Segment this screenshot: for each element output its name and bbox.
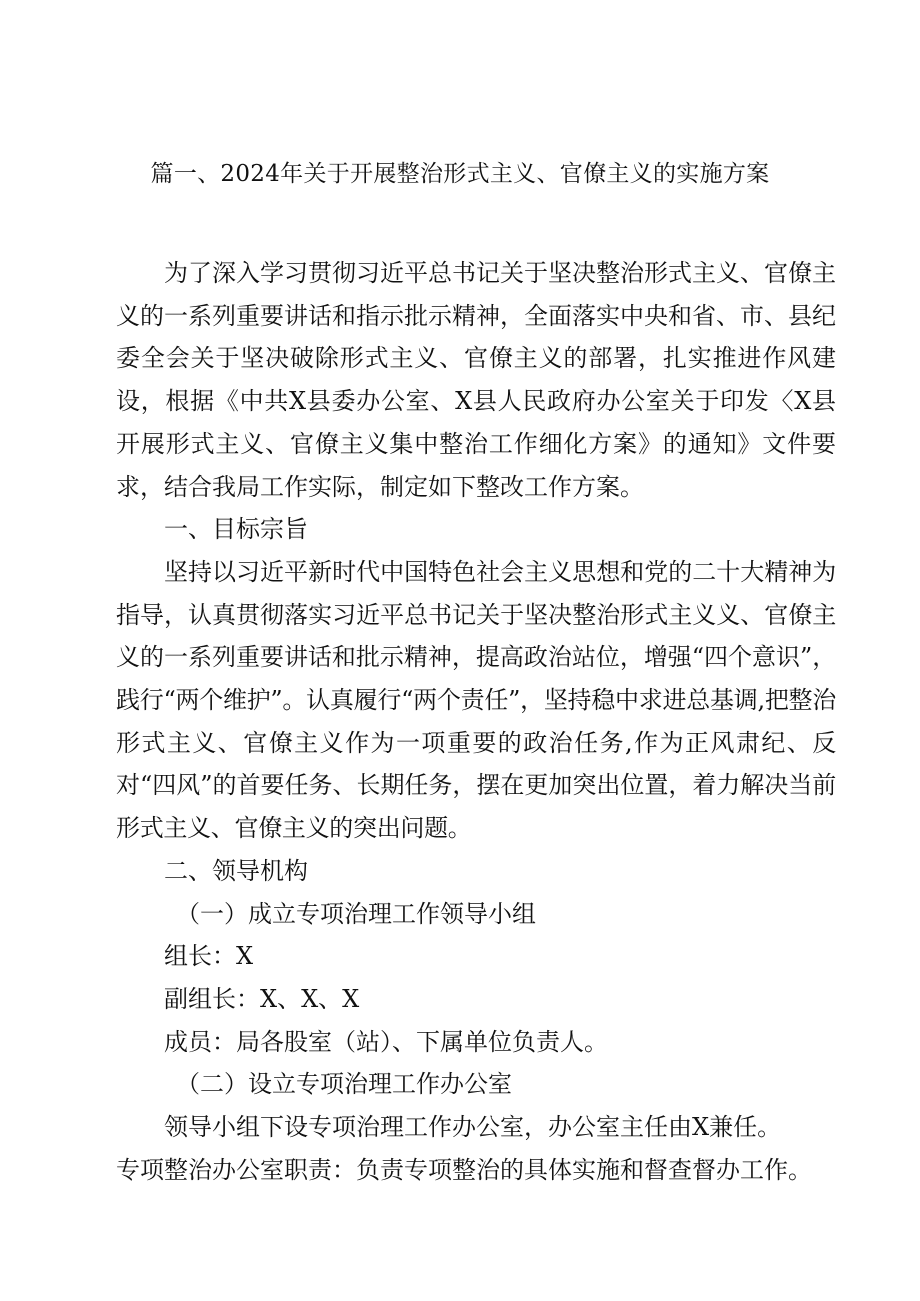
document-title: 篇一、2024年关于开展整治形式主义、官僚主义的实施方案 [150, 161, 770, 187]
office-line: 领导小组下设专项治理工作办公室，办公室主任由X兼任。 [164, 1113, 782, 1142]
intro-paragraph: 为了深入学习贯彻习近平总书记关于坚决整治形式主义、官僚主义的一系列重要讲话和指示批示精神，全面落实中央和省、市、县纪委全会关于坚决破除形式主义、官僚主义的部署，扎实推进作风建设，根据《中共X县委办公室、X县人民政府办公室关于印发〈X县开展形式主义、官僚主义集中整治工作细化方案》的通知》文件要求，结合我局工作实际，制定如下整改工作方案。 [116, 259, 836, 501]
section1-paragraph: 坚持以习近平新时代中国特色社会主义思想和党的二十大精神为指导，认真贯彻落实习近平总书记关于坚决整治形式主义义、官僚主义的一系列重要讲话和批示精神，提高政治站位，增强“四个意识”，践行“两个维护”。认真履行“两个责任”，坚持稳中求进总基调,把整治形式主义、官僚主义作为一项重要的政治任务,作为正风肃纪、反对“四风”的首要任务、长期任务，摆在更加突出位置，着力解决当前形式主义、官僚主义的突出问题。 [116, 557, 836, 843]
leader-line: 组长：X [164, 942, 254, 971]
document-body [116, 252, 836, 1191]
office-duty-line: 专项整治办公室职责：负责专项整治的具体实施和督查督办工作。 [116, 1155, 812, 1184]
subsection2-heading: （二）设立专项治理工作办公室 [176, 1070, 512, 1099]
subsection1-heading: （一）成立专项治理工作领导小组 [176, 899, 536, 928]
deputy-leader-line: 副组长：X、X、X [164, 984, 360, 1013]
section2-heading: 二、领导机构 [164, 856, 308, 885]
section1-heading: 一、目标宗旨 [164, 515, 308, 544]
members-line: 成员：局各股室（站）、下属单位负责人。 [164, 1027, 608, 1056]
